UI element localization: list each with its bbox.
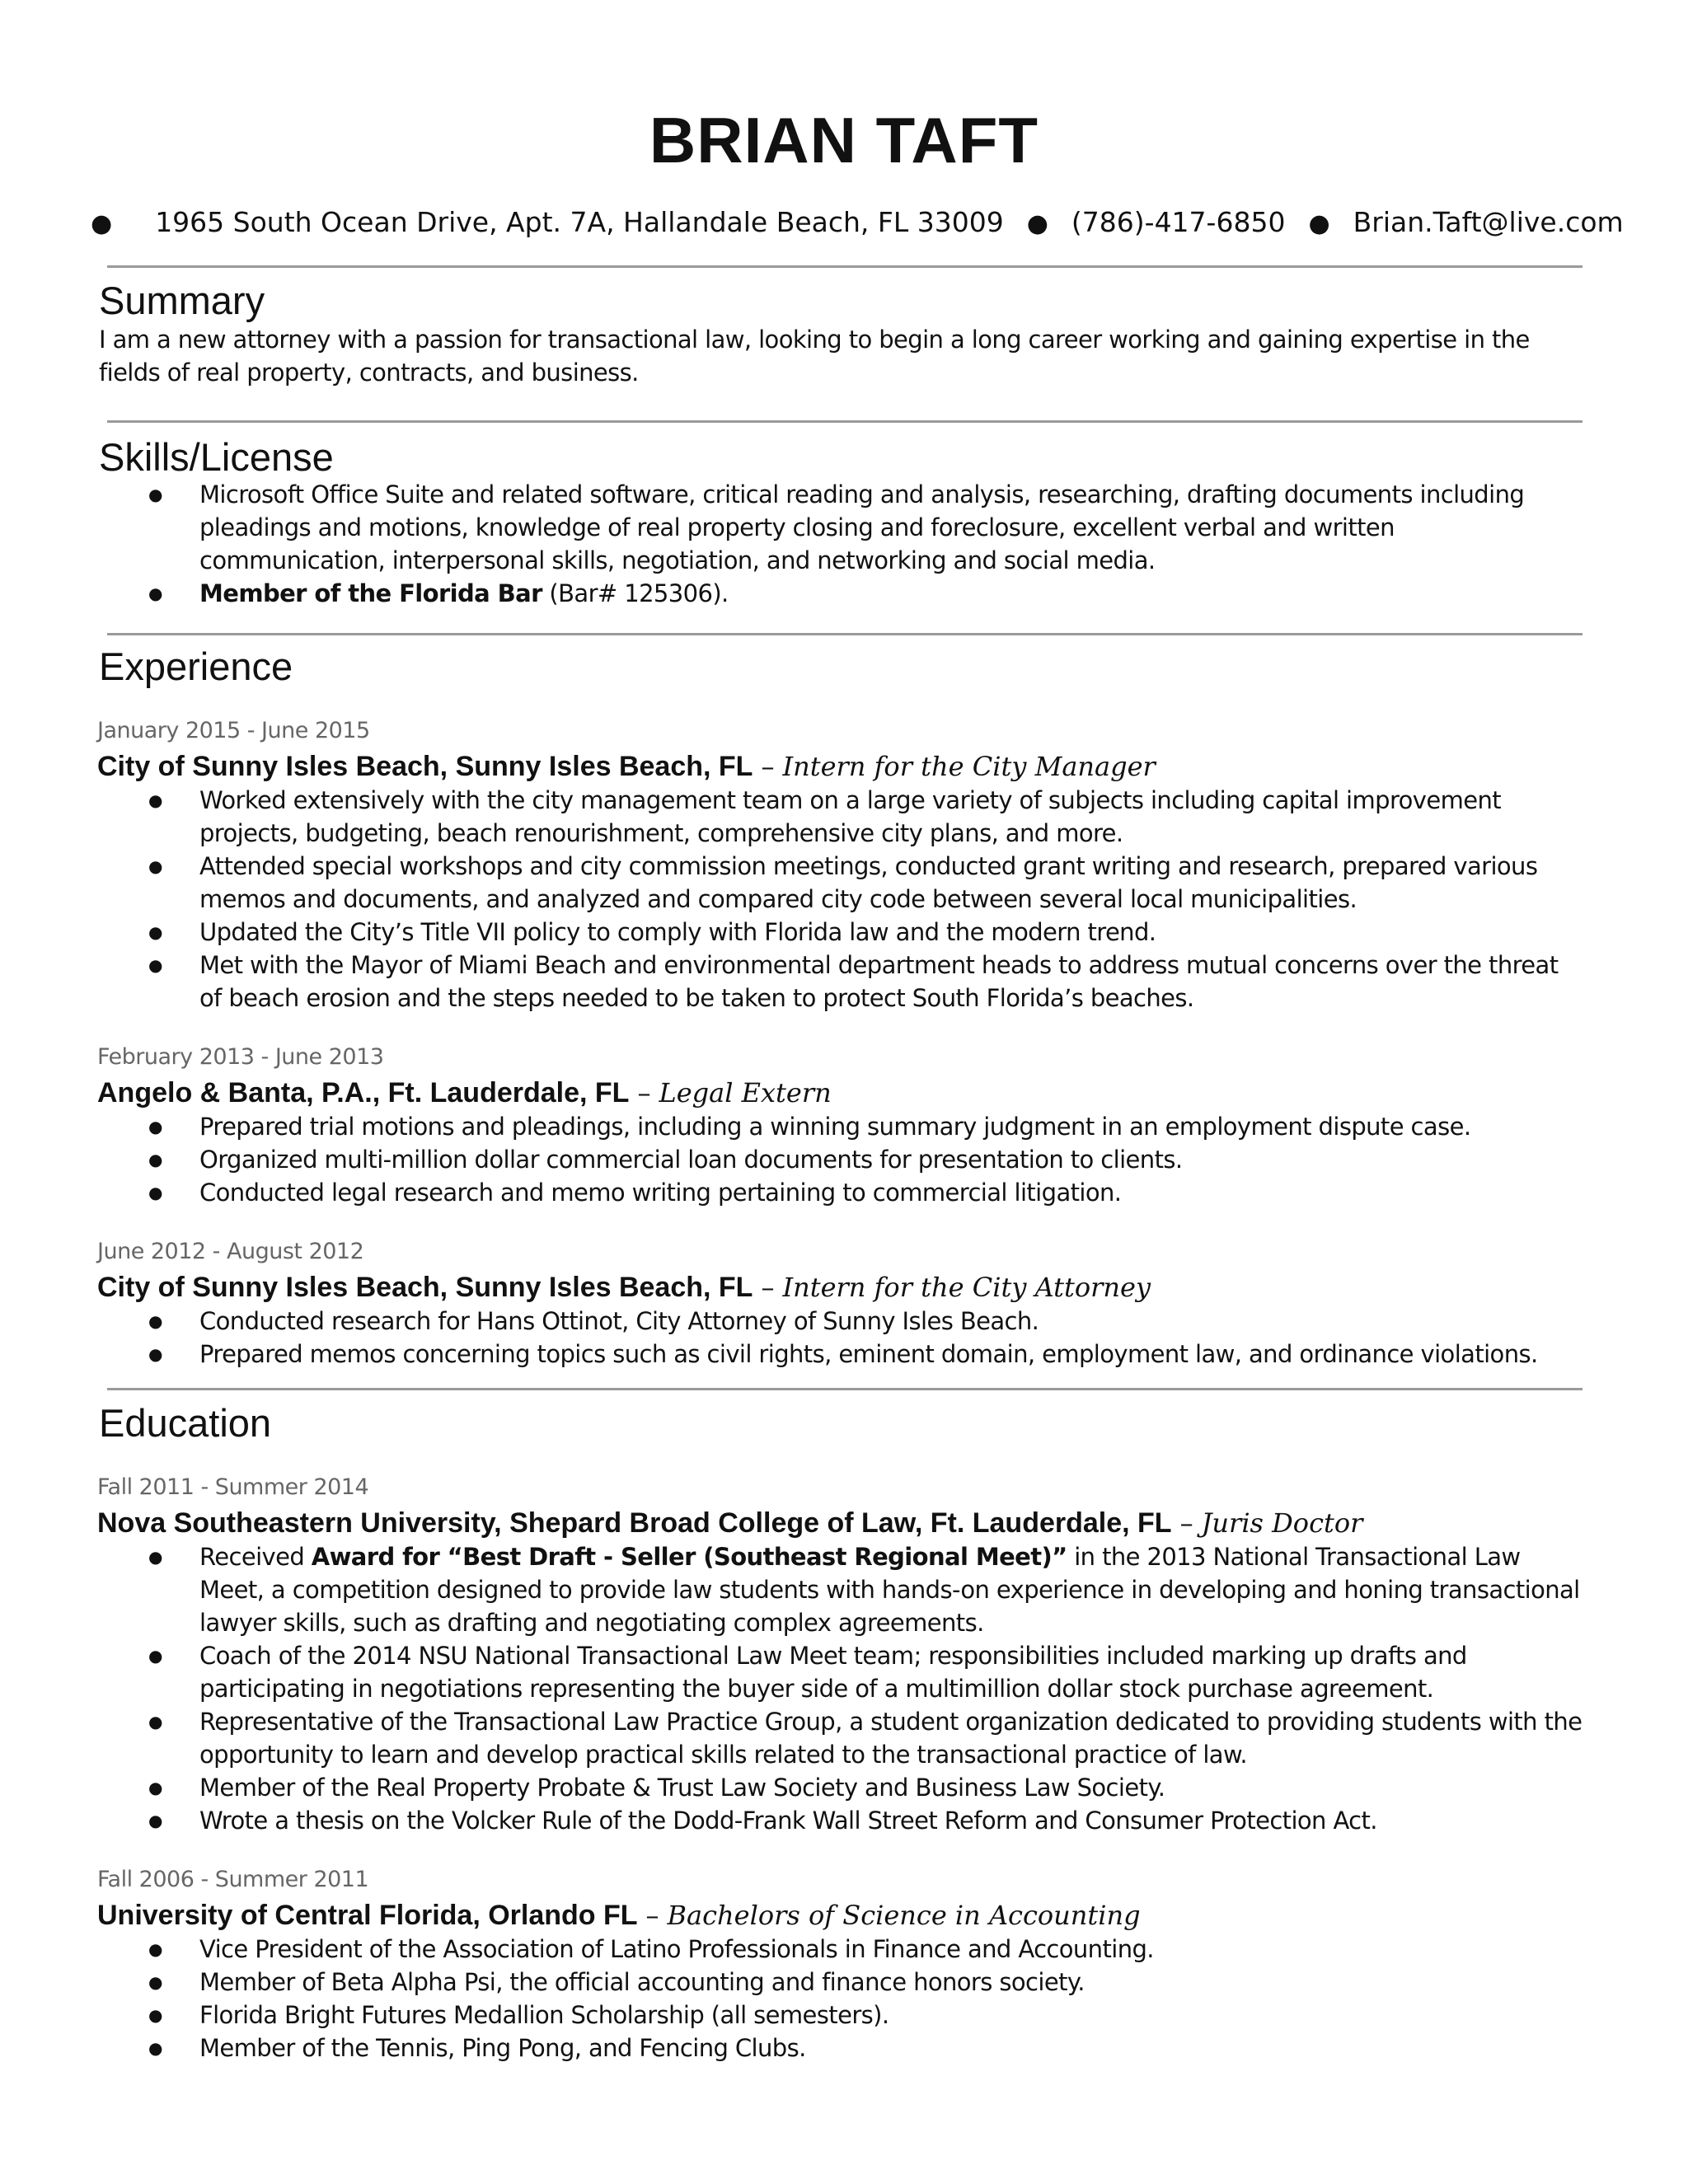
skills-list (148, 478, 1582, 610)
job-role: Legal Extern (659, 1077, 832, 1108)
job-organization: Angelo & Banta, P.A., Ft. Lauderdale, FL (97, 1077, 630, 1108)
bullet-dot: ● (91, 209, 113, 238)
list-item: ● Vice President of the Association of Latino Professionals in Finance and Accounting. (148, 1933, 1582, 1966)
title-separator: – (761, 1272, 775, 1303)
contact-email[interactable]: Brian.Taft@live.com (1353, 206, 1624, 238)
job-bullets (148, 784, 1582, 1015)
education-title (97, 1897, 1141, 1933)
list-item: ● Met with the Mayor of Miami Beach and environmental department heads to address mutual concerns over the threat of beach erosion and the steps needed to be taken to protect South Florida’s beaches. (148, 949, 1582, 1015)
list-item: ● Coach of the 2014 NSU National Transactional Law Meet team; responsibilities included marking up drafts and participating in negotiations representing the buyer side of a multimillion dollar stock purchase agreement. (148, 1639, 1582, 1705)
candidate-name: BRIAN TAFT (649, 104, 1039, 176)
award-description: in the 2013 National Transactional Law Meet, a competition designed to provide law students with hands-on experience in developing and honing transactional lawyer skills, such as drafting and negotiating complex agreements. (199, 1543, 1580, 1637)
school-name: Nova Southeastern University, Shepard Broad College of Law, Ft. Lauderdale, FL (97, 1507, 1172, 1539)
list-item: ● Organized multi-million dollar commercial loan documents for presentation to clients. (148, 1143, 1582, 1176)
list-item (148, 577, 1582, 610)
list-item: ● Updated the City’s Title VII policy to comply with Florida law and the modern trend. (148, 916, 1582, 949)
list-item: ● Conducted research for Hans Ottinot, City Attorney of Sunny Isles Beach. (148, 1305, 1582, 1338)
summary-heading: Summary (99, 279, 265, 322)
title-separator: – (761, 751, 775, 782)
education-heading: Education (99, 1401, 272, 1445)
education-bullets (148, 1540, 1582, 1837)
title-separator: – (645, 1900, 659, 1931)
section-divider (107, 420, 1582, 423)
job-bullets (148, 1110, 1582, 1209)
list-item: ● Worked extensively with the city management team on a large variety of subjects including capital improvement projects, budgeting, beach renourishment, comprehensive city plans, and more. (148, 784, 1582, 850)
job-dates: February 2013 - June 2013 (97, 1044, 384, 1070)
job-organization: City of Sunny Isles Beach, Sunny Isles Beach, FL (97, 751, 753, 782)
school-name: University of Central Florida, Orlando FL (97, 1900, 638, 1931)
bullet-dot: ● (1308, 209, 1330, 238)
education-title (97, 1505, 1362, 1541)
job-title (97, 748, 1156, 785)
contact-line (91, 201, 1624, 246)
education-bullets (148, 1933, 1582, 2064)
list-item: ● Member of Beta Alpha Psi, the official accounting and finance honors society. (148, 1966, 1582, 1999)
degree: Juris Doctor (1201, 1507, 1363, 1539)
job-title (97, 1075, 832, 1111)
list-item: ● Member of the Tennis, Ping Pong, and Fencing Clubs. (148, 2032, 1582, 2064)
list-item: ● Conducted legal research and memo writing pertaining to commercial litigation. (148, 1176, 1582, 1209)
experience-heading: Experience (99, 644, 293, 688)
award-name: Award for “Best Draft - Seller (Southeast Regional Meet)” (311, 1543, 1067, 1571)
list-item: ● Microsoft Office Suite and related software, critical reading and analysis, researching, drafting documents including pleadings and motions, knowledge of real property closing and foreclosure, excellent verbal and written communication, interpersonal skills, negotiation, and networking and social media. (148, 478, 1582, 577)
job-bullets (148, 1305, 1582, 1371)
bullet-dot: ● (1026, 209, 1048, 238)
job-role: Intern for the City Attorney (782, 1272, 1151, 1303)
list-item: ● Florida Bright Futures Medallion Scholarship (all semesters). (148, 1999, 1582, 2032)
title-separator: – (1179, 1507, 1193, 1539)
section-divider (107, 633, 1582, 635)
degree: Bachelors of Science in Accounting (667, 1900, 1141, 1931)
summary-text: I am a new attorney with a passion for transactional law, looking to begin a long career working and gaining expertise in the fields of real property, contracts, and business. (99, 326, 1530, 387)
award-prefix: Received (199, 1543, 312, 1571)
list-item (148, 1540, 1582, 1639)
list-item: ● Representative of the Transactional Law Practice Group, a student organization dedicated to providing students with the opportunity to learn and develop practical skills related to the transactional practice of law. (148, 1705, 1582, 1771)
title-separator: – (637, 1077, 651, 1108)
education-dates: Fall 2011 - Summer 2014 (97, 1474, 369, 1500)
list-item: ● Member of the Real Property Probate & Trust Law Society and Business Law Society. (148, 1771, 1582, 1804)
bar-number: (Bar# 125306). (542, 579, 729, 607)
job-title (97, 1269, 1151, 1305)
job-dates: June 2012 - August 2012 (97, 1239, 364, 1264)
job-role: Intern for the City Manager (782, 751, 1156, 782)
list-item: ● Wrote a thesis on the Volcker Rule of the Dodd-Frank Wall Street Reform and Consumer Protection Act. (148, 1804, 1582, 1837)
skills-heading: Skills/License (99, 435, 334, 479)
contact-address: 1965 South Ocean Drive, Apt. 7A, Hallandale Beach, FL 33009 (155, 206, 1004, 238)
contact-phone: (786)-417-6850 (1071, 206, 1286, 238)
bar-membership: Member of the Florida Bar (199, 579, 542, 607)
job-dates: January 2015 - June 2015 (97, 718, 370, 743)
section-divider (107, 1388, 1582, 1390)
education-dates: Fall 2006 - Summer 2011 (97, 1867, 369, 1892)
section-divider (107, 265, 1582, 268)
job-organization: City of Sunny Isles Beach, Sunny Isles Beach, FL (97, 1272, 753, 1303)
list-item: ● Attended special workshops and city commission meetings, conducted grant writing and research, prepared various memos and documents, and analyzed and compared city code between several local municipalities. (148, 850, 1582, 916)
list-item: ● Prepared memos concerning topics such as civil rights, eminent domain, employment law, and ordinance violations. (148, 1338, 1582, 1371)
list-item: ● Prepared trial motions and pleadings, including a winning summary judgment in an employment dispute case. (148, 1110, 1582, 1143)
